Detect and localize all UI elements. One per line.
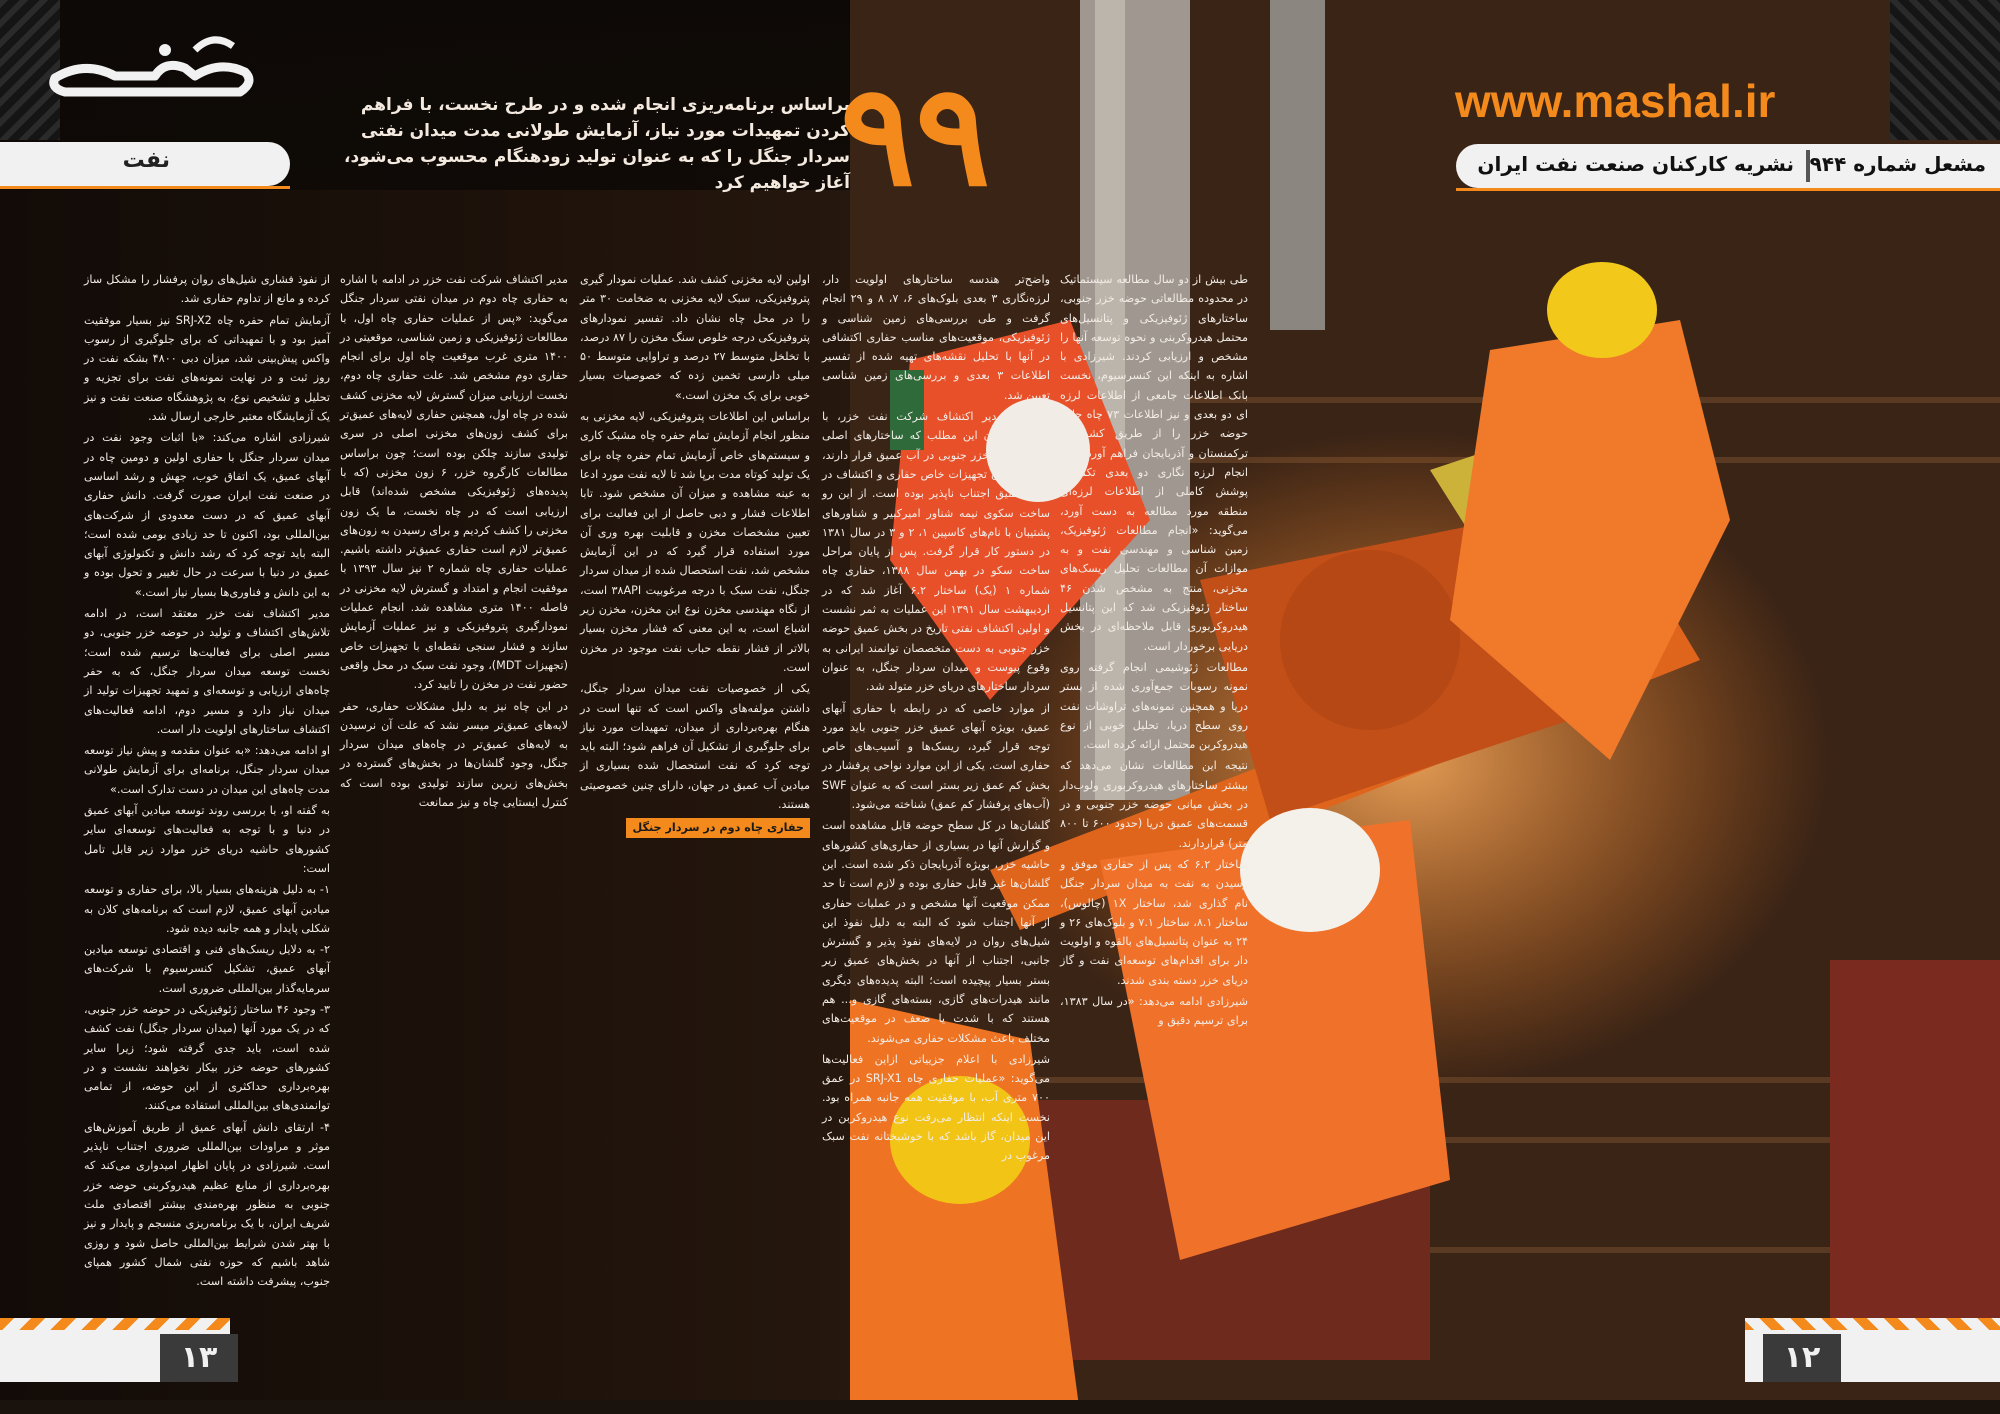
header-rule-left	[0, 186, 290, 189]
hazard-stripes-right	[1890, 0, 2000, 140]
pull-quote: براساس برنامه‌ریزی انجام شده و در طرح نخست، با فراهم کردن تمهیدات مورد نیاز، آزمایش طولانی مدت میدان نفتی سردار جنگل را که به عنوان تولید زودهنگام محسوب می‌شود، آغاز خواهیم کرد	[343, 95, 850, 193]
text-column-5	[84, 270, 330, 1293]
section-label: نفت	[122, 148, 170, 173]
paragraph: واضح‌تر هندسه ساختارهای اولویت دار، لرزه‌نگاری ۳ بعدی بلوک‌های ۶، ۷، ۸ و ۲۹ انجام گرفت و طی بررسی‌های زمین شناسی و ژئوفیزیکی، موقعیت‌های مناسب حفاری اکتشافی در آنها با تحلیل نقشه‌های تهیه شده از تفسیر اطلاعات ۳ بعدی و بررسی‌های زمین شناسی تعیین شد.	[822, 273, 1050, 402]
paragraph: ساختار ۶.۲ که پس از حفاری موفق و رسیدن به نفت به میدان سردار جنگل نام گذاری شد، ساختار ۱X (چالوس)، ساختار ۸.۱، ساختار ۷.۱ و بلوک‌های ۲۶ و ۲۴ به عنوان پتانسیل‌های بالقوه و اولویت دار برای اقدام‌های توسعه‌ای نفت و گاز دریای خزر دسته بندی شدند.	[1060, 857, 1248, 987]
paragraph: مطالعات ژئوشیمی انجام گرفته روی نمونه رسوبات جمع‌آوری شده از بستر دریا و همچنین نمونه‌های تراوشات نفت روی سطح دریا، تحلیل خوبی از نوع هیدروکربن محتمل ارائه کرده است.	[1060, 660, 1248, 752]
mashal-logo	[45, 20, 265, 110]
issue-number: مشعل شماره ۹۴۴	[1809, 152, 1986, 176]
text-column-1	[1060, 270, 1248, 1033]
paragraph: آزمایش تمام حفره چاه SRJ-X2 نیز بسیار موفقیت آمیز بود و با تمهیداتی که برای جلوگیری از رسوب واکس پیش‌بینی شد، میزان دبی ۴۸۰۰ بشکه نفت در روز ثبت و در نهایت نمونه‌های نفت برای تجزیه و تحلیل و تشخیص نوع، به پژوهشگاه صنعت نفت و نیز یک آزمایشگاه معتبر خارجی ارسال شد.	[84, 313, 330, 424]
text-column-2	[822, 270, 1050, 1168]
paragraph: یکی از خصوصیات نفت میدان سردار جنگل، داشتن مولفه‌های واکس است که تنها است در هنگام بهره‌برداری از میدان، تمهیدات مورد نیاز برای جلوگیری از تشکیل آن فراهم شود؛ البته باید توجه کرد که نفت استحصال شده بسیاری از میادین آب عمیق در جهان، دارای چنین خصوصیتی هستند.	[580, 682, 810, 812]
paragraph: شیرزادی ادامه می‌دهد: «در سال ۱۳۸۳، برای ترسیم دقیق و	[1060, 994, 1248, 1028]
paragraph: براساس این اطلاعات پتروفیزیکی، لایه مخزنی به منظور انجام آزمایش تمام حفره چاه مشبک کاری و سیستم‌های خاص آزمایش تمام حفره چاه برای یک تولید کوتاه مدت برپا شد تا لایه نفت مورد ادعا به عینه مشاهده و میزان آن مشخص شود. تابا اطلاعات فشار و دبی حاصل از این فعالیت برای تعیین مشخصات مخزن و قابلیت بهره وری آن مورد استفاده قرار گیرد که در این آزمایش مشخص شد، نفت استحصال شده از میدان سردار جنگل، نفت سبک با درجه مرغوبیت ۳۸API است، از نگاه مهندسی مخزن نوع این مخزن، مخزن زیر اشباع است، به این معنی که فشار مخزن بسیار بالاتر از فشار نقطه حباب نفت موجود در مخزن است.	[580, 410, 810, 674]
paragraph: در این چاه نیز به دلیل مشکلات حفاری، حفر لایه‌های عمیق‌تر میسر نشد که علت آن نرسیدن به لایه‌های عمیق‌تر در چاه‌های میدان سردار جنگل، وجود گلشان‌ها در بخش‌های گسترده در بخش‌های زیرین سازند تولیدی بوده است که کنترل ایستایی چاه و نیز ممانعت	[340, 699, 568, 810]
paragraph: او ادامه می‌دهد: «به عنوان مقدمه و پیش نیاز توسعه میدان سردار جنگل، برنامه‌ای برای آزمایش طولانی مدت چاه‌های این میدان در دست تدارک است.»	[84, 744, 330, 796]
section-tab	[0, 142, 290, 186]
footer-rule	[0, 1400, 2000, 1414]
paragraph: از نفوذ فشاری شیل‌های روان پرفشار را مشکل ساز کرده و مانع از تداوم حفاری شد.	[84, 273, 330, 306]
paragraph: مدیر اکتشاف نفت خزر معتقد است، در ادامه تلاش‌های اکتشاف و تولید در حوضه خزر جنوبی، دو مسیر اصلی برای فعالیت‌ها ترسیم شده است؛ نخست توسعه میدان سردار جنگل، که به حفر چاه‌های ارزیابی و توسعه‌ای و تمهید تجهیزات تولید از میدان نیاز دارد و مسیر دوم، ادامه فعالیت‌های اکتشاف ساختارهای اولویت دار است.	[84, 607, 330, 736]
paragraph: از موارد خاصی که در رابطه با حفاری آبهای عمیق، بویژه آبهای عمیق خزر جنوبی باید مورد توجه قرار گیرد، ریسک‌ها و آسیب‌های خاص حفاری است. یکی از این موارد نواحی پرفشار در بخش کم عمق زیر بستر است که به عنوان SWF (آب‌های پرفشار کم عمق) شناخته می‌شود.	[822, 701, 1050, 812]
text-column-3	[580, 270, 810, 842]
paragraph: ۲- به دلایل ریسک‌های فنی و اقتصادی توسعه میادین آبهای عمیق، تشکیل کنسرسیوم با شرکت‌های سرمایه‌گذار بین‌المللی ضروری است.	[84, 943, 330, 995]
publication-name: نشریه کارکنان صنعت نفت ایران	[1477, 152, 1794, 176]
magazine-bar	[1456, 144, 2000, 188]
paragraph: طی بیش از دو سال مطالعه سیستماتیک در محدوده مطالعاتی حوضه خزر جنوبی، ساختارهای ژئوفیزیکی و پتانسیل‌های محتمل هیدروکربنی و نحوه توسعه آنها را مشخص و ارزیابی کردند. شیرزادی با اشاره به اینکه این کنسرسیوم، نخست بانک اطلاعات جامعی از اطلاعات لرزه ای دو بعدی و نیز اطلاعات ۷۳ چاه حلقه حوضه خزر را از طریق کشورهای ترکمنستان و آذربایجان فراهم آورده و با انجام لرزه نگاری دو بعدی تکمیلی، پوشش کاملی از اطلاعات لرزه‌ای منطقه مورد مطالعه به دست آورد، می‌گوید: «انجام مطالعات ژئوفیزیک، زمین شناسی و مهندسی نفت و به موازات آن مطالعات تحلیل ریسک‌های مخزنی، منتج به مشخص شدن ۴۶ ساختار ژئوفیزیکی شد که این پتانسیل هیدروکربوری قابل ملاحظه‌ای در بخش دریایی برخوردار است.	[1060, 273, 1248, 653]
paragraph: اولین لایه مخزنی کشف شد. عملیات نمودار گیری پتروفیزیکی، سبک لایه مخزنی به ضخامت ۳۰ متر را در محل چاه نشان داد. تفسیر نمودارهای پتروفیزیکی درجه خلوص سنگ مخزن را ۸۷ درصد، با تخلخل متوسط ۲۷ درصد و تراوایی متوسط ۵۰ میلی دارسی تخمین زده که خصوصیات بسیار خوبی برای یک مخزن است.»	[580, 273, 810, 402]
page-number-left: ۱۳	[160, 1334, 238, 1382]
paragraph: به گفته او، با بررسی روند توسعه میادین آبهای عمیق در دنیا و با توجه به فعالیت‌های توسعه‌ای سایر کشورهای حاشیه دریای خزر موارد زیر قابل تامل است:	[84, 804, 330, 875]
paragraph: مدیر اکتشاف شرکت نفت خزر در ادامه با اشاره به حفاری چاه دوم در میدان نفتی سردار جنگل می‌گوید: «پس از عملیات حفاری چاه اول، با مطالعات ژئوفیزیکی و زمین شناسی، موقعیتی در ۱۴۰۰ متری غرب موقعیت چاه اول برای انجام حفاری دوم مشخص شد. علت حفاری چاه دوم، نخست ارزیابی میزان گسترش لایه مخزنی کشف شده در چاه اول، همچنین حفاری لایه‌های عمیق‌تر برای کشف زون‌های مخزنی اصلی در سری تولیدی سازند چلکن بوده است؛ چون براساس مطالعات کارگروه خزر، ۶ زون مخزنی (که با پدیده‌های ژئوفیزیکی مشخص شده‌اند) قابل ارزیابی است که در چاه نخست، ما یک زون مخزنی را کشف کردیم و برای رسیدن به زون‌های عمیق‌تر لازم است حفاری عمیق‌تر داشته باشیم. عملیات حفاری چاه شماره ۲ نیز سال ۱۳۹۳ با موفقیت انجام و امتداد و گسترش لایه مخزنی در فاصله ۱۴۰۰ متری مشاهده شد. انجام عملیات نمودارگیری پتروفیزیکی و نیز عملیات آزمایش سازند و فشار سنجی نقطه‌ای با تجهیزات خاص (تجهیزات MDT)، وجود نفت سبک در محل واقعی حضور نفت در مخزن را تایید کرد.	[340, 273, 568, 692]
paragraph: ۱- به دلیل هزینه‌های بسیار بالا، برای حفاری و توسعه میادین آبهای عمیق، لازم است که برنامه‌های کلان به شکلی پایدار و همه جانبه دیده شود.	[84, 883, 330, 935]
paragraph: ۴- ارتقای دانش آبهای عمیق از طریق آموزش‌های موثر و مراودات بین‌المللی ضروری اجتناب ناپذیر است. شیرزادی در پایان اظهار امیدواری می‌کند که بهره‌برداری از منابع عظیم هیدروکربنی حوضه خزر جنوبی به منظور بهره‌مندی بیشتر اقتصادی ملت شریف ایران، با یک برنامه‌ریزی منسجم و پایدار و نیز با بهتر شدن شرایط بین‌المللی حاصل شود و روزی شاهد باشیم که حوزه نفتی شمال کشور همپای جنوب، پیشرفت داشته است.	[84, 1120, 330, 1289]
paragraph: به گفته مدیر اکتشاف شرکت نفت خزر، با مشخص شدن این مطلب که ساختارهای اصلی بخش ایرانی خزر جنوبی در آب عمیق قرار دارند، فراهم آوردن تجهیزات خاص حفاری و اکتشاف در آبهای عمیق اجتناب ناپذیر بوده است. از این رو ساخت سکوی نیمه شناور امیرکبیر و شناورهای پشتیبان با نام‌های کاسپین ۱، ۲ و ۳ در سال ۱۳۸۱ در دستور کار قرار گرفت. پس از پایان مراحل ساخت سکو در بهمن سال ۱۳۸۸، حفاری چاه شماره ۱ (یک) ساختار ۶.۲ آغاز شد که در اردیبهشت سال ۱۳۹۱ این عملیات به ثمر نشست و اولین اکتشاف نفتی تاریخ در بخش عمیق حوضه خزر جنوبی به دست متخصصان توانمند ایرانی به وقوع پیوست و میدان سردار جنگل، به عنوان سردار ساختارهای دریای خزر متولد شد.	[822, 410, 1051, 694]
page-number-right: ۱۲	[1763, 1334, 1841, 1382]
header-rule-right	[1456, 188, 2000, 191]
subheading: حفاری چاه دوم در سردار جنگل	[626, 818, 810, 837]
website-url: www.mashal.ir	[1455, 75, 1776, 127]
paragraph: شیرزادی با اعلام جزییاتی ازاین فعالیت‌ها می‌گوید: «عملیات حفاری چاه SRJ-X1 در عمق ۷۰۰ متری آب، با موفقیت همه جانبه همراه بود. نخست اینکه انتظار می‌رفت نوع هیدروکربن در این میدان، گاز باشد که با خوشبختانه نفت سبک مرغوب در	[822, 1052, 1050, 1163]
paragraph: شیرزادی اشاره می‌کند: «با اثبات وجود نفت در میدان سردار جنگل با حفاری اولین و دومین چاه در آبهای عمیق، یک اتفاق خوب، جهش و رشد اساسی در صنعت نفت ایران صورت گرفت. دانش حفاری آبهای عمیق که در دست معدودی از شرکت‌های بین‌المللی بود، اکنون تا حد زیادی بومی شده است؛ البته باید توجه کرد که رشد دانش و تکنولوژی آبهای عمیق در دنیا با سرعت در حال تغییر و تحول بوده و به این دانش و فناوری‌ها بسیار نیاز است.»	[84, 431, 330, 599]
paragraph: نتیجه این مطالعات نشان می‌دهد که بیشتر ساختارهای هیدروکربوری ولوب‌دار در بخش میانی حوضه خزر جنوبی و در قسمت‌های عمیق دریا (حدود ۶۰۰ تا ۸۰۰ متر) قراردارند.	[1060, 759, 1248, 850]
paragraph: گلشان‌ها در کل سطح حوضه قابل مشاهده است و گزارش آنها در بسیاری از حفاری‌های کشورهای حاشیه خزر، بویژه آذربایجان ذکر شده است. این گلشان‌ها غیر قابل حفاری بوده و لازم است تا حد ممکن موقعیت آنها مشخص و در عملیات حفاری از آنها اجتناب شود که البته به دلیل نفوذ این شیل‌های روان در لایه‌های نفوذ پذیر و گسترش جانبی، اجتناب از آنها در بخش‌های عمیق زیر بستر بسیار پیچیده است؛ البته پدیده‌های دیگری مانند هیدرات‌های گازی، بسته‌های گازی و... هم هستند که با شدت یا ضعف در موقعیت‌های مختلف باعث مشکلات حفاری می‌شوند.	[822, 819, 1050, 1045]
paragraph: ۳- وجود ۴۶ ساختار ژئوفیزیکی در حوضه خزر جنوبی، که در یک مورد آنها (میدان سردار جنگل) نفت کشف شده است، باید جدی گرفته شود؛ زیرا سایر کشورهای حوضه خزر بیکار نخواهند نشست و در بهره‌برداری حداکثری از این حوضه، از تمامی توانمندی‌های بین‌المللی استفاده می‌کنند.	[84, 1002, 330, 1113]
text-column-4	[340, 270, 568, 814]
quote-mark-icon: ۹۹	[840, 54, 991, 218]
